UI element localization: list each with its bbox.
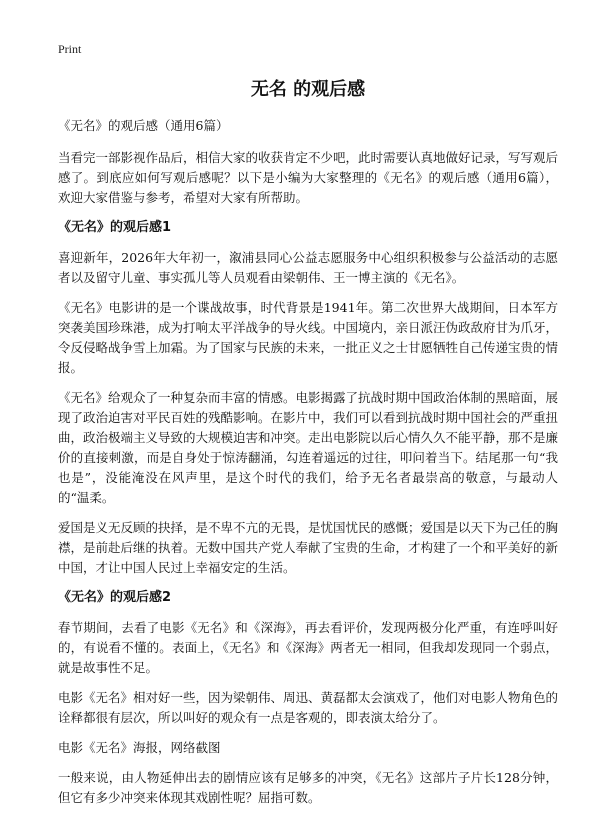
section-1 [58, 218, 558, 578]
print-label: Print [58, 42, 82, 56]
section-heading: 《无名》的观后感1 [58, 220, 172, 235]
section-2 [58, 588, 558, 808]
paragraph: 电影《无名》相对好一些，因为梁朝伟、周迅、黄磊都太会演戏了，他们对电影人物角色的诠释都很有层次，所以叫好的观众有一点是客观的，即表演太给分了。 [58, 690, 559, 725]
intro-paragraph: 当看完一部影视作品后，相信大家的收获肯定不少吧，此时需要认真地做好记录，写写观后感了。到底应如何写观后感呢？以下是小编为大家整理的《无名》的观后感（通用6篇），欢迎大家借鉴与参考，希望对大家有所帮助。 [58, 150, 559, 205]
document-title: 无名 的观后感 [250, 79, 366, 100]
paragraph: 爱国是义无反顾的抉择，是不卑不亢的无畏，是忧国忧民的感慨；爱国是以天下为己任的胸襟，是前赴后继的执着。无数中国共产党人奉献了宝贵的生命，才构建了一个和平美好的新中国，才让中国人民过上幸福安定的生活。 [58, 520, 559, 575]
paragraph: 《无名》给观众了一种复杂而丰富的情感。电影揭露了抗战时期中国政治体制的黑暗面，展现了政治迫害对平民百姓的残酷影响。在影片中，我们可以看到抗战时期中国社会的严重扭曲，政治极端主义导致的大规模迫害和冲突。走出电影院以后心情久久不能平静，那不是廉价的直接刺激，而是自身处于惊涛翻涌，勾连着遥远的过往，叩问着当下。结尾那一句“我也是”，没能淹没在风声里，是这个时代的我们，给予无名者最崇高的敬意，与最动人的“温柔。 [58, 390, 559, 505]
document-page [58, 42, 558, 818]
paragraph: 春节期间，去看了电影《无名》和《深海》，再去看评价，发现两极分化严重，有连呼叫好的，有说看不懂的。表面上，《无名》和《深海》两者无一相同，但我却发现同一个弱点，就是故事性不足。 [58, 620, 558, 675]
paragraph: 喜迎新年，2026年大年初一，溆浦县同心公益志愿服务中心组织积极参与公益活动的志愿者以及留守儿童、事实孤儿等人员观看由梁朝伟、王一博主演的《无名》。 [58, 250, 558, 285]
paragraph: 《无名》电影讲的是一个谍战故事，时代背景是1941年。第二次世界大战期间，日本军方突袭美国珍珠港，成为打响太平洋战争的导火线。中国境内，亲日派汪伪政敌府甘为爪牙，令反侵略战争雪上加霜。为了国家与民族的未来，一批正义之士甘愿牺牲自己传递宝贵的情报。 [58, 300, 559, 375]
document-subtitle: 《无名》的观后感（通用6篇） [58, 118, 229, 133]
paragraph: 电影《无名》海报，网络截图 [58, 740, 221, 755]
section-heading: 《无名》的观后感2 [58, 590, 172, 605]
paragraph: 一般来说，由人物延伸出去的剧情应该有足够多的冲突，《无名》这部片子片长128分钟，但它有多少冲突来体现其戏剧性呢？屈指可数。 [58, 770, 558, 805]
